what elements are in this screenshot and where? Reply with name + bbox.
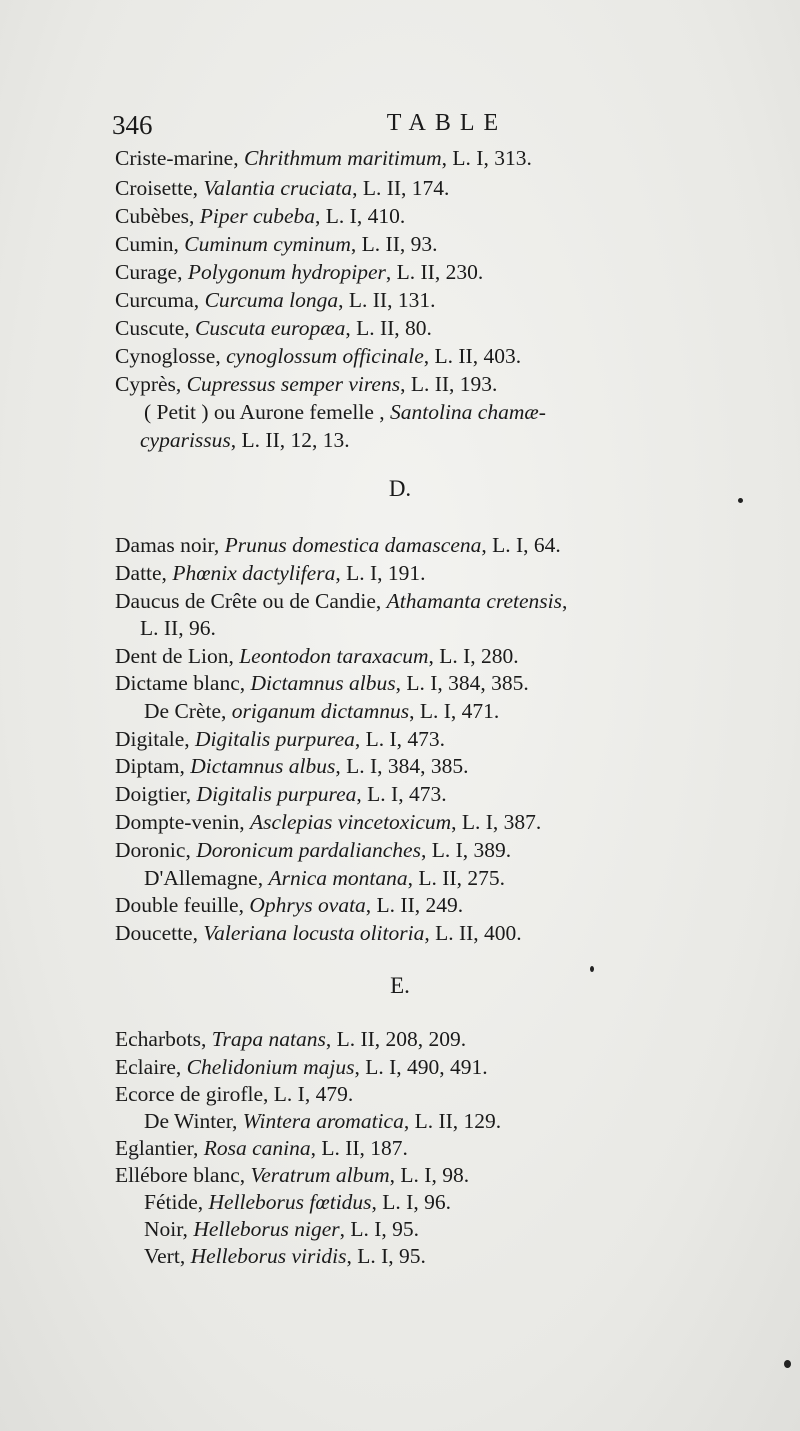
index-entry bbox=[115, 726, 765, 752]
entry-common-name: Noir, bbox=[144, 1217, 194, 1241]
entry-latin-name: Piper cubeba bbox=[199, 204, 316, 228]
entry-common-name: Fétide, bbox=[144, 1190, 209, 1214]
index-entry bbox=[115, 203, 765, 229]
index-entry bbox=[115, 643, 765, 669]
entry-latin-name: Digitalis purpurea bbox=[196, 782, 357, 806]
entry-reference: L. II, 96. bbox=[140, 616, 216, 640]
entry-reference: , L. II, 403. bbox=[423, 344, 522, 368]
entry-reference: , L. II, 187. bbox=[310, 1136, 408, 1160]
entry-latin-name: Cupressus semper virens bbox=[186, 372, 401, 396]
entry-reference: , L. I, 490, 491. bbox=[354, 1055, 488, 1079]
entry-common-name: Eclaire, bbox=[115, 1055, 187, 1079]
entry-common-name: Echarbots, bbox=[115, 1027, 212, 1051]
index-entry bbox=[115, 371, 765, 397]
index-subentry bbox=[144, 1108, 794, 1134]
entry-reference: , L. II, 193. bbox=[400, 372, 498, 396]
entry-common-name: Cuscute, bbox=[115, 316, 196, 340]
entry-reference: , L. II, 249. bbox=[365, 893, 464, 917]
index-subentry bbox=[144, 865, 794, 891]
entry-reference: , L. I, 95. bbox=[339, 1217, 420, 1241]
entry-reference: , L. II, 275. bbox=[407, 866, 505, 890]
index-entry bbox=[115, 532, 765, 558]
ink-speck bbox=[784, 1360, 791, 1368]
entry-common-name: Damas noir, bbox=[115, 533, 225, 557]
index-entry bbox=[115, 1162, 765, 1188]
entry-common-name: Digitale, bbox=[115, 727, 196, 751]
section-letter-d: D. bbox=[388, 476, 412, 501]
ink-speck bbox=[738, 498, 743, 503]
entry-latin-name: Dictamnus albus bbox=[250, 671, 396, 695]
entry-reference: , L. I, 389. bbox=[420, 838, 512, 862]
entry-common-name: Datte, bbox=[115, 561, 173, 585]
index-entry bbox=[115, 892, 765, 918]
entry-latin-name: Prunus domestica damascena bbox=[224, 533, 482, 557]
index-subentry bbox=[144, 1189, 794, 1215]
entry-reference: , L. I, 313. bbox=[441, 146, 532, 170]
entry-latin-name: Santolina chamæ- bbox=[390, 400, 546, 424]
entry-latin-name: Helleborus niger bbox=[193, 1217, 340, 1241]
entry-common-name: Double feuille, bbox=[115, 893, 250, 917]
entry-common-name: Eglantier, bbox=[115, 1136, 204, 1160]
entry-common-name: Dictame blanc, bbox=[115, 671, 251, 695]
entry-reference: , L. I, 471. bbox=[409, 699, 500, 723]
entry-reference: L. I, 479. bbox=[273, 1082, 354, 1106]
entry-reference: , bbox=[562, 589, 568, 613]
entry-common-name: Ecorce de girofle, bbox=[115, 1082, 274, 1106]
entry-latin-name: Valeriana locusta olitoria bbox=[203, 921, 425, 945]
index-entry bbox=[115, 560, 765, 586]
entry-latin-name: Chrithmum maritimum bbox=[243, 146, 442, 170]
entry-reference: , L. I, 191. bbox=[335, 561, 426, 585]
entry-latin-name: Ophrys ovata bbox=[249, 893, 366, 917]
entry-reference: , L. II, 208, 209. bbox=[325, 1027, 467, 1051]
entry-reference: , L. I, 98. bbox=[389, 1163, 470, 1187]
entry-reference: , L. II, 131. bbox=[338, 288, 436, 312]
entry-latin-name: Chelidonium majus bbox=[186, 1055, 355, 1079]
entry-reference: , L. I, 384, 385. bbox=[335, 754, 469, 778]
index-subentry bbox=[144, 1243, 794, 1269]
entry-common-name: Dent de Lion, bbox=[115, 644, 240, 668]
entry-common-name: Doigtier, bbox=[115, 782, 197, 806]
entry-latin-name: Rosa canina bbox=[203, 1136, 311, 1160]
entry-reference: , L. II, 80. bbox=[345, 316, 432, 340]
entry-common-name: Doronic, bbox=[115, 838, 197, 862]
entry-common-name: Vert, bbox=[144, 1244, 191, 1268]
index-entry bbox=[115, 1135, 765, 1161]
entry-reference: , L. II, 174. bbox=[352, 176, 450, 200]
index-entry-continuation bbox=[140, 427, 790, 453]
entry-common-name: Cubèbes, bbox=[115, 204, 200, 228]
entry-latin-name: Dictamnus albus bbox=[190, 754, 336, 778]
entry-latin-name: Helleborus fœtidus bbox=[208, 1190, 372, 1214]
entry-reference: , L. II, 93. bbox=[350, 232, 438, 256]
entry-common-name: Diptam, bbox=[115, 754, 191, 778]
entry-common-name: Daucus de Crête ou de Candie, bbox=[115, 589, 387, 613]
entry-latin-name: Polygonum hydropiper bbox=[187, 260, 386, 284]
running-title: TABLE bbox=[386, 110, 508, 136]
entry-latin-name: Cuminum cyminum bbox=[184, 232, 351, 256]
entry-common-name: Croisette, bbox=[115, 176, 204, 200]
entry-common-name: Doucette, bbox=[115, 921, 204, 945]
entry-latin-name: origanum dictamnus bbox=[231, 699, 410, 723]
entry-latin-name: cyparissus bbox=[140, 428, 231, 452]
entry-common-name: Cyprès, bbox=[115, 372, 187, 396]
entry-common-name: ( Petit ) ou Aurone femelle , bbox=[144, 400, 390, 424]
entry-common-name: De Crète, bbox=[144, 699, 232, 723]
entry-common-name: Criste-marine, bbox=[115, 146, 244, 170]
entry-reference: , L. I, 410. bbox=[315, 204, 406, 228]
index-entry bbox=[115, 259, 765, 285]
entry-latin-name: Athamanta cretensis bbox=[386, 589, 563, 613]
page-header bbox=[112, 110, 762, 150]
entry-reference: , L. II, 129. bbox=[403, 1109, 502, 1133]
entry-common-name: D'Allemagne, bbox=[144, 866, 269, 890]
index-entry bbox=[115, 781, 765, 807]
entry-common-name: Cumin, bbox=[115, 232, 185, 256]
entry-reference: , L. I, 387. bbox=[451, 810, 542, 834]
entry-latin-name: Curcuma longa bbox=[204, 288, 339, 312]
entry-reference: , L. II, 400. bbox=[424, 921, 522, 945]
index-entry bbox=[115, 175, 765, 201]
ink-speck bbox=[590, 966, 594, 972]
entry-latin-name: Valantia cruciata bbox=[203, 176, 353, 200]
entry-latin-name: Phœnix dactylifera bbox=[172, 561, 336, 585]
index-entry bbox=[115, 287, 765, 313]
index-subentry bbox=[144, 399, 794, 425]
entry-common-name: Dompte-venin, bbox=[115, 810, 250, 834]
page-number: 346 bbox=[112, 110, 153, 140]
section-letter-e: E. bbox=[390, 973, 410, 998]
index-entry bbox=[115, 670, 765, 696]
entry-common-name: Cynoglosse, bbox=[115, 344, 227, 368]
index-entry bbox=[115, 753, 765, 779]
index-entry bbox=[115, 231, 765, 257]
entry-latin-name: Cuscuta europæa bbox=[195, 316, 346, 340]
index-entry bbox=[115, 920, 765, 946]
entry-latin-name: Wintera aromatica bbox=[242, 1109, 404, 1133]
index-subentry bbox=[144, 698, 794, 724]
entry-common-name: Curage, bbox=[115, 260, 188, 284]
entry-reference: , L. I, 95. bbox=[346, 1244, 426, 1268]
entry-reference: , L. I, 96. bbox=[371, 1190, 451, 1214]
index-entry bbox=[115, 343, 765, 369]
entry-reference: , L. I, 473. bbox=[354, 727, 446, 751]
entry-latin-name: Veratrum album bbox=[250, 1163, 390, 1187]
index-entry bbox=[115, 315, 765, 341]
entry-latin-name: cynoglossum officinale bbox=[226, 344, 424, 368]
index-entry bbox=[115, 1054, 765, 1080]
index-entry bbox=[115, 145, 765, 171]
entry-reference: , L. I, 280. bbox=[428, 644, 519, 668]
index-entry bbox=[115, 809, 765, 835]
entry-common-name: De Winter, bbox=[144, 1109, 243, 1133]
entry-reference: , L. I, 64. bbox=[481, 533, 561, 557]
entry-common-name: Ellébore blanc, bbox=[115, 1163, 251, 1187]
entry-latin-name: Asclepias vincetoxicum bbox=[249, 810, 452, 834]
entry-latin-name: Arnica montana bbox=[268, 866, 408, 890]
index-subentry bbox=[144, 1216, 794, 1242]
index-entry bbox=[115, 837, 765, 863]
index-entry bbox=[115, 588, 765, 614]
entry-reference: , L. I, 473. bbox=[356, 782, 447, 806]
entry-latin-name: Trapa natans bbox=[211, 1027, 326, 1051]
index-entry bbox=[115, 1081, 765, 1107]
entry-reference: , L. II, 12, 13. bbox=[230, 428, 350, 452]
entry-reference: , L. I, 384, 385. bbox=[395, 671, 529, 695]
entry-latin-name: Doronicum pardalianches bbox=[196, 838, 421, 862]
entry-latin-name: Helleborus viridis bbox=[190, 1244, 347, 1268]
entry-common-name: Curcuma, bbox=[115, 288, 205, 312]
index-entry bbox=[115, 1026, 765, 1052]
index-entry-continuation bbox=[140, 615, 790, 641]
entry-latin-name: Digitalis purpurea bbox=[195, 727, 355, 751]
entry-latin-name: Leontodon taraxacum bbox=[239, 644, 429, 668]
entry-reference: , L. II, 230. bbox=[385, 260, 484, 284]
